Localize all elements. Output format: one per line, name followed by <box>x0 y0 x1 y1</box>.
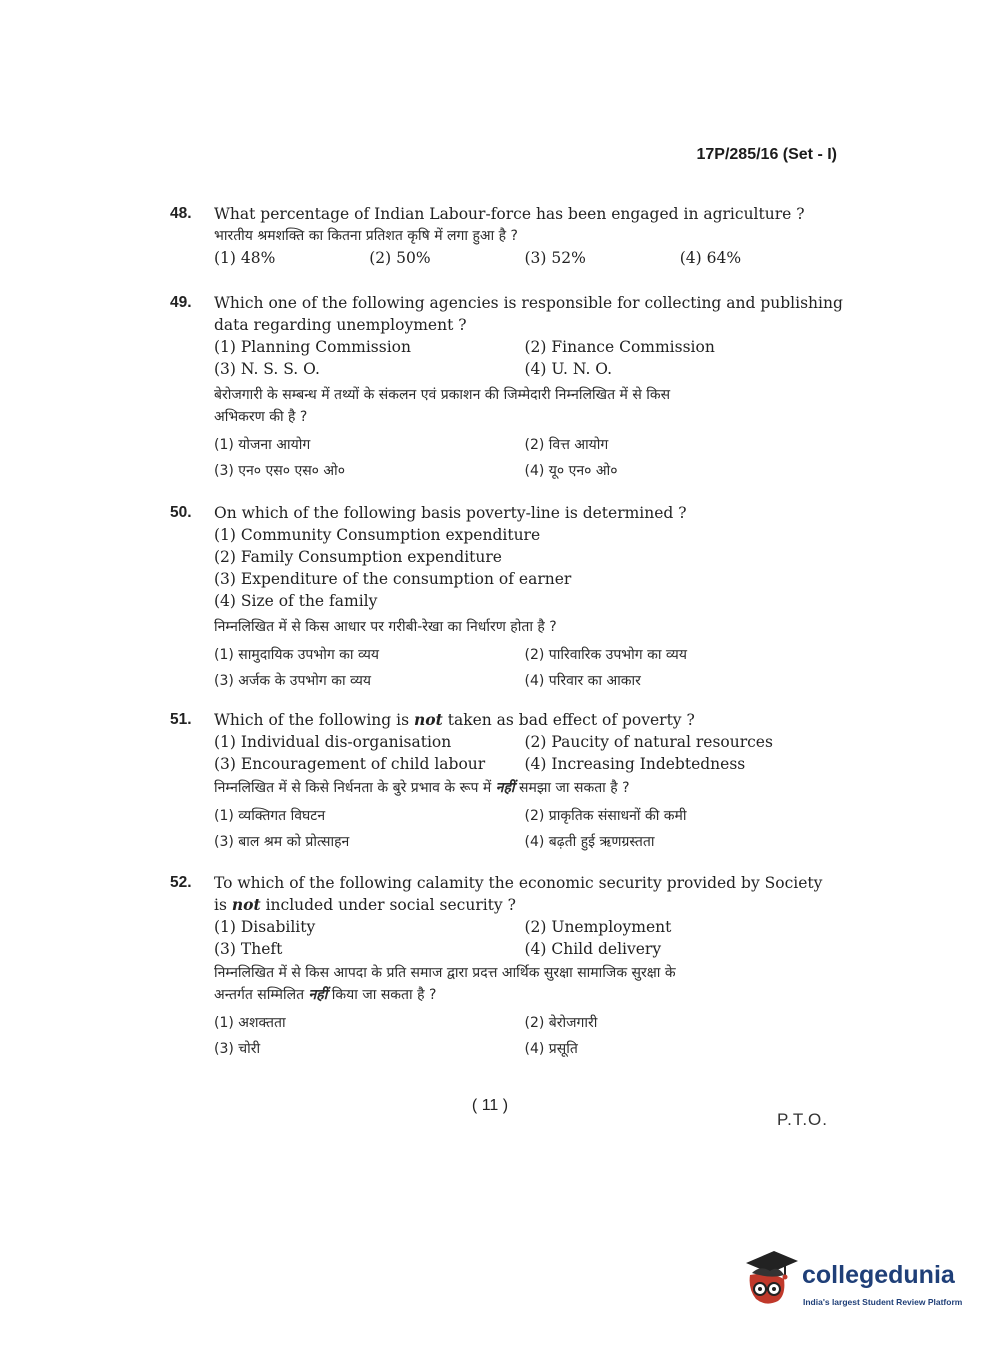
options-hi-row1 <box>214 432 835 458</box>
negation-emphasis: not <box>414 710 443 729</box>
option-2-hi[interactable]: (2) प्राकृतिक संसाधनों की कमी <box>524 808 687 824</box>
option-1-en[interactable]: (1) Individual dis-organisation <box>214 733 452 751</box>
options <box>214 247 835 269</box>
question-52 <box>170 872 835 1062</box>
question-text-part: Which of the following is <box>214 711 410 729</box>
question-text-en-cont <box>214 894 835 916</box>
question-48 <box>170 203 835 269</box>
option-3-hi[interactable]: (3) चोरी <box>214 1041 261 1057</box>
option-4-en[interactable]: (4) Increasing Indebtedness <box>524 755 746 773</box>
option-4-hi[interactable]: (4) यू० एन० ओ० <box>524 463 618 479</box>
paper-code: 17P/285/16 (Set - I) <box>696 146 837 163</box>
option-3-hi[interactable]: (3) बाल श्रम को प्रोत्साहन <box>214 834 350 850</box>
option-1-hi[interactable]: (1) अशक्तता <box>214 1015 286 1031</box>
question-text-part: taken as bad effect of poverty ? <box>447 711 695 729</box>
question-number: 48. <box>170 205 192 222</box>
question-50 <box>170 502 835 694</box>
options-en-row1 <box>214 336 835 358</box>
option-2-hi[interactable]: (2) पारिवारिक उपभोग का व्यय <box>524 647 687 663</box>
option-2-hi[interactable]: (2) वित्त आयोग <box>524 437 609 453</box>
option-2[interactable]: (2) 50% <box>369 249 431 267</box>
question-text-part: included under social security ? <box>265 896 516 914</box>
options-en <box>214 524 835 612</box>
option-3-hi[interactable]: (3) एन० एस० एस० ओ० <box>214 463 345 479</box>
option-1[interactable]: (1) 48% <box>214 249 276 267</box>
pto-label: P.T.O. <box>776 1110 828 1129</box>
option-4[interactable]: (4) 64% <box>679 249 742 267</box>
collegedunia-watermark <box>740 1245 970 1315</box>
negation-emphasis: नहीं <box>308 987 328 1003</box>
option-3-en[interactable]: (3) N. S. S. O. <box>214 360 320 378</box>
question-number: 49. <box>170 294 192 311</box>
question-text-hi: निम्नलिखित में से किस आधार पर गरीबी-रेखा का निर्धारण होता है ? <box>214 619 557 635</box>
options-en-row2 <box>214 938 835 960</box>
option-4-en[interactable]: (4) U. N. O. <box>524 360 613 378</box>
option-1-en[interactable]: (1) Planning Commission <box>214 338 411 356</box>
option-4-hi[interactable]: (4) प्रसूति <box>524 1041 578 1057</box>
options-hi-row1 <box>214 803 835 829</box>
negation-emphasis: नहीं <box>495 780 515 796</box>
option-3-en[interactable]: (3) Theft <box>214 940 283 958</box>
options-hi-row1 <box>214 1010 835 1036</box>
question-text-hi: बेरोजगारी के सम्बन्ध में तथ्यों के संकलन एवं प्रकाशन की जिम्मेदारी निम्नलिखित में से किस <box>214 387 671 403</box>
option-4-hi[interactable]: (4) बढ़ती हुई ऋणग्रस्तता <box>524 834 655 850</box>
question-number: 50. <box>170 504 192 521</box>
options-en-row1 <box>214 916 835 938</box>
question-text-hi <box>214 777 835 799</box>
question-number: 51. <box>170 711 192 728</box>
option-4-en[interactable]: (4) Size of the family <box>214 592 378 610</box>
option-2-en[interactable]: (2) Unemployment <box>524 918 672 936</box>
question-text-en <box>214 709 835 731</box>
options-hi-row2 <box>214 458 835 484</box>
question-text-en: Which one of the following agencies is responsible for collecting and publishing <box>214 294 843 312</box>
option-3[interactable]: (3) 52% <box>524 249 586 267</box>
options-en-row2 <box>214 358 835 380</box>
options-en-row2 <box>214 753 835 775</box>
option-1-hi[interactable]: (1) योजना आयोग <box>214 437 311 453</box>
option-4-en[interactable]: (4) Child delivery <box>524 940 662 958</box>
options-en-row1 <box>214 731 835 753</box>
option-3-en[interactable]: (3) Encouragement of child labour <box>214 755 486 773</box>
question-text-hi: निम्नलिखित में से किस आपदा के प्रति समाज द्वारा प्रदत्त आर्थिक सुरक्षा सामाजिक सुरक्षा के <box>214 965 676 981</box>
option-1-hi[interactable]: (1) व्यक्तिगत विघटन <box>214 808 326 824</box>
brand-tagline: India's largest Student Review Platform <box>803 1297 963 1307</box>
options-hi-row1 <box>214 642 835 668</box>
question-text-part: किया जा सकता है ? <box>331 987 437 1003</box>
question-text-hi-cont <box>214 984 835 1006</box>
options-hi-row2 <box>214 1036 835 1062</box>
question-text-en: To which of the following calamity the economic security provided by Society <box>214 874 823 892</box>
brand-name: collegedunia <box>802 1261 955 1289</box>
question-text-en: On which of the following basis poverty-line is determined ? <box>214 504 687 522</box>
option-1-en[interactable]: (1) Disability <box>214 918 316 936</box>
option-4-hi[interactable]: (4) परिवार का आकार <box>524 673 641 689</box>
question-text-part: अन्तर्गत सम्मिलित <box>214 987 305 1003</box>
option-1-hi[interactable]: (1) सामुदायिक उपभोग का व्यय <box>214 647 380 663</box>
option-3-en[interactable]: (3) Expenditure of the consumption of earner <box>214 570 572 588</box>
question-text-en-cont: data regarding unemployment ? <box>214 316 467 334</box>
options-hi-row2 <box>214 829 835 855</box>
question-text-en: What percentage of Indian Labour-force has been engaged in agriculture ? <box>214 205 805 223</box>
options-hi-row2 <box>214 668 835 694</box>
negation-emphasis: not <box>231 895 261 914</box>
question-number: 52. <box>170 874 192 891</box>
page-number: ( 11 ) <box>471 1097 509 1114</box>
collegedunia-mascot-icon <box>740 1245 800 1311</box>
question-49 <box>170 292 843 484</box>
question-text-part: निम्नलिखित में से किसे निर्धनता के बुरे प्रभाव के रूप में <box>214 780 492 796</box>
option-2-en[interactable]: (2) Paucity of natural resources <box>524 733 773 751</box>
option-2-hi[interactable]: (2) बेरोजगारी <box>524 1015 598 1031</box>
question-text-part: समझा जा सकता है ? <box>519 780 630 796</box>
question-text-hi-cont: अभिकरण की है ? <box>214 409 308 425</box>
question-text-hi: भारतीय श्रमशक्ति का कितना प्रतिशत कृषि में लगा हुआ है ? <box>214 228 518 244</box>
option-2-en[interactable]: (2) Family Consumption expenditure <box>214 548 502 566</box>
question-51 <box>170 709 835 855</box>
option-1-en[interactable]: (1) Community Consumption expenditure <box>214 526 541 544</box>
question-text-part: is <box>214 896 227 914</box>
option-3-hi[interactable]: (3) अर्जक के उपभोग का व्यय <box>214 673 372 689</box>
option-2-en[interactable]: (2) Finance Commission <box>524 338 715 356</box>
